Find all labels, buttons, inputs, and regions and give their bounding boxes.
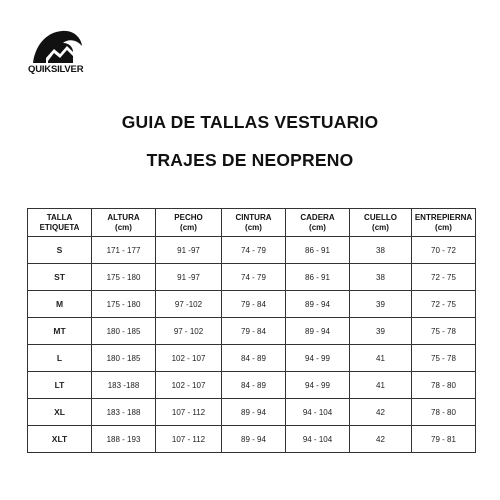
table-cell: 79 - 84: [222, 291, 286, 318]
table-cell: 84 - 89: [222, 372, 286, 399]
table-cell: 180 - 185: [92, 345, 156, 372]
column-header-unit: (cm): [309, 222, 326, 232]
column-header-unit: (cm): [435, 222, 452, 232]
table-cell: 102 - 107: [156, 345, 222, 372]
table-row: [28, 372, 476, 399]
wave-mountain-icon: [32, 28, 84, 64]
table-cell: 97 - 102: [156, 318, 222, 345]
size-label-cell: XLT: [28, 426, 92, 453]
table-cell: 41: [350, 345, 412, 372]
table-cell: 42: [350, 426, 412, 453]
table-cell: 102 - 107: [156, 372, 222, 399]
table-cell: 94 - 99: [286, 372, 350, 399]
column-header-unit: (cm): [245, 222, 262, 232]
table-cell: 39: [350, 291, 412, 318]
size-label-cell: ST: [28, 264, 92, 291]
page-title: GUIA DE TALLAS VESTUARIO: [121, 112, 379, 132]
brand-name: QUIKSILVER: [28, 64, 84, 75]
table-cell: 175 - 180: [92, 264, 156, 291]
size-label-cell: XL: [28, 399, 92, 426]
column-header: [222, 209, 286, 237]
column-header-unit: (cm): [180, 222, 197, 232]
table-cell: 86 - 91: [286, 264, 350, 291]
table-row: [28, 318, 476, 345]
table-cell: 97 -102: [156, 291, 222, 318]
column-header-label: CUELLO: [364, 212, 397, 222]
column-header: [28, 209, 92, 237]
page-subtitle: TRAJES DE NEOPRENO: [146, 150, 354, 170]
table-cell: 39: [350, 318, 412, 345]
table-cell: 70 - 72: [412, 237, 476, 264]
size-chart-table: [27, 208, 476, 453]
size-label-cell: LT: [28, 372, 92, 399]
table-cell: 79 - 81: [412, 426, 476, 453]
table-row: [28, 426, 476, 453]
table-cell: 91 -97: [156, 264, 222, 291]
table-cell: 75 - 78: [412, 318, 476, 345]
column-header-label: TALLA: [46, 212, 73, 222]
column-header-unit: (cm): [115, 222, 132, 232]
table-cell: 72 - 75: [412, 291, 476, 318]
column-header: [92, 209, 156, 237]
table-cell: 89 - 94: [222, 399, 286, 426]
table-cell: 89 - 94: [286, 291, 350, 318]
table-cell: 180 - 185: [92, 318, 156, 345]
table-cell: 79 - 84: [222, 318, 286, 345]
size-label-cell: L: [28, 345, 92, 372]
column-header-label: PECHO: [174, 212, 203, 222]
table-cell: 171 - 177: [92, 237, 156, 264]
table-row: [28, 345, 476, 372]
table-cell: 91 -97: [156, 237, 222, 264]
table-cell: 94 - 104: [286, 426, 350, 453]
column-header-label: CINTURA: [235, 212, 272, 222]
size-label-cell: MT: [28, 318, 92, 345]
table-cell: 38: [350, 264, 412, 291]
table-cell: 94 - 104: [286, 399, 350, 426]
column-header-label: ENTREPIERNA: [414, 212, 473, 222]
table-cell: 188 - 193: [92, 426, 156, 453]
column-header-label: CADERA: [300, 212, 335, 222]
size-label-cell: S: [28, 237, 92, 264]
table-cell: 72 - 75: [412, 264, 476, 291]
table-header-row: [28, 209, 476, 237]
table-cell: 42: [350, 399, 412, 426]
column-header: [156, 209, 222, 237]
table-cell: 84 - 89: [222, 345, 286, 372]
table-cell: 41: [350, 372, 412, 399]
table-cell: 175 - 180: [92, 291, 156, 318]
table-cell: 78 - 80: [412, 372, 476, 399]
table-cell: 183 - 188: [92, 399, 156, 426]
brand-logo: [28, 28, 92, 74]
column-header-unit: ETIQUETA: [39, 222, 80, 232]
table-cell: 86 - 91: [286, 237, 350, 264]
table-cell: 89 - 94: [222, 426, 286, 453]
size-label-cell: M: [28, 291, 92, 318]
table-cell: 89 - 94: [286, 318, 350, 345]
table-cell: 94 - 99: [286, 345, 350, 372]
column-header: [286, 209, 350, 237]
column-header: [412, 209, 476, 237]
column-header-unit: (cm): [372, 222, 389, 232]
column-header: [350, 209, 412, 237]
column-header-label: ALTURA: [107, 212, 140, 222]
table-cell: 74 - 79: [222, 237, 286, 264]
table-cell: 183 -188: [92, 372, 156, 399]
table-row: [28, 291, 476, 318]
table-cell: 107 - 112: [156, 426, 222, 453]
table-cell: 38: [350, 237, 412, 264]
table-cell: 107 - 112: [156, 399, 222, 426]
table-row: [28, 264, 476, 291]
table-row: [28, 237, 476, 264]
table-cell: 78 - 80: [412, 399, 476, 426]
table-cell: 75 - 78: [412, 345, 476, 372]
table-row: [28, 399, 476, 426]
table-cell: 74 - 79: [222, 264, 286, 291]
